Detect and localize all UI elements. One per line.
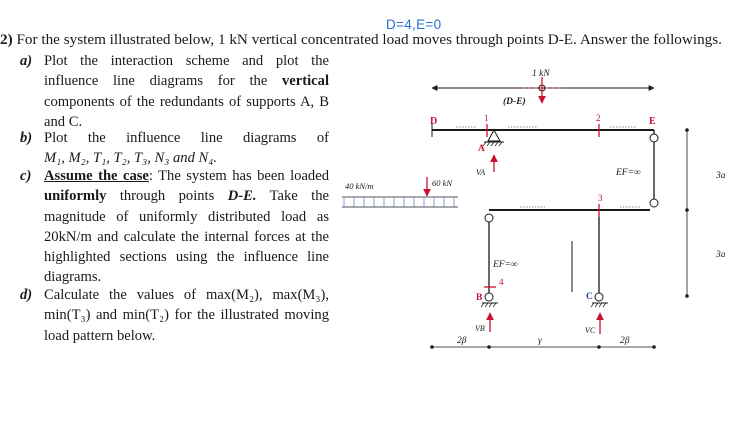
dim-gamma: γ [538, 336, 542, 346]
part-d-line2: min(T₃) and min(T₂) for the illustrated moving [44, 307, 329, 324]
question-number: 2) [0, 31, 13, 48]
reaction-C-label: VC [585, 326, 596, 335]
reaction-B-label: VB [475, 324, 485, 333]
part-a-label: a) [20, 53, 33, 69]
part-c-line1b: : The system has been loaded [148, 168, 329, 184]
mid-beam [489, 207, 650, 210]
support-A [483, 130, 504, 146]
part-c-line2b: through points [119, 188, 215, 205]
dim-2b-left: 2β [457, 336, 467, 346]
udl-load [342, 197, 458, 207]
part-c-line4: 20kN/m and calculate the internal forces at the [44, 228, 329, 245]
udl-label: 40 kN/m [345, 181, 374, 191]
part-c-label: c) [20, 168, 32, 184]
part-c-line1a: Assume the case [44, 168, 149, 184]
moving-load-range [432, 77, 654, 103]
moving-range-label: (D-E) [503, 97, 526, 107]
part-c-line3: magnitude of uniformly distributed load as [44, 208, 329, 225]
part-a-line2a: influence line diagrams for the [44, 73, 268, 90]
vertical-dimension [685, 128, 689, 298]
section-3-label: 3 [598, 193, 603, 203]
question-text: For the system illustrated below, 1 kN vertical concentrated load moves through points D-E. Answer the followings. [16, 31, 722, 48]
part-d-label: d) [20, 287, 33, 303]
top-beam [432, 124, 654, 137]
part-c-line2d: Take the [269, 188, 329, 205]
stiff-mid-label: EF=∞ [493, 260, 518, 270]
stiff-top-label: EF=∞ [616, 168, 641, 178]
reaction-A-label: VA [476, 168, 486, 177]
part-c-line6: diagrams. [44, 269, 102, 286]
part-b-line2: M₁, M₂, T₁, T₂, T₃, N₃ and N₄. [44, 150, 217, 167]
part-c-line2a: uniformly [44, 188, 107, 205]
node-B-label: B [476, 293, 483, 303]
section-4-label: 4 [499, 277, 504, 287]
node-E-label: E [649, 116, 656, 127]
part-a-line2b: vertical [282, 73, 329, 90]
point-load-label: 60 kN [432, 178, 453, 188]
node-A-label: A [478, 144, 485, 154]
part-d-line3: load pattern below. [44, 327, 156, 344]
dim-2b-right: 2β [620, 336, 630, 346]
part-b-label: b) [20, 130, 33, 146]
part-a-line4: and C. [44, 113, 83, 130]
right-column [650, 130, 658, 207]
moving-load-label: 1 kN [532, 69, 550, 79]
section-1-label: 1 [484, 113, 489, 123]
part-a-line1: Plot the interaction scheme and plot the [44, 53, 329, 69]
node-D-label: D [430, 116, 438, 127]
section-2-label: 2 [596, 113, 601, 123]
part-c-line5: highlighted sections using the influence line [44, 249, 329, 266]
part-b-line1: Plot the influence line diagrams of [44, 130, 329, 146]
dim-3a-upper: 3a [716, 171, 726, 181]
header-note: D=4,E=0 [386, 17, 442, 32]
node-C-label: C [586, 292, 593, 302]
part-d-line1: Calculate the values of max(M₂), max(M₃), [44, 287, 329, 303]
part-c-line2c: D-E. [227, 188, 257, 205]
part-a-line3: components of the redundants of supports A, B [44, 93, 329, 110]
dim-3a-lower: 3a [716, 250, 726, 260]
